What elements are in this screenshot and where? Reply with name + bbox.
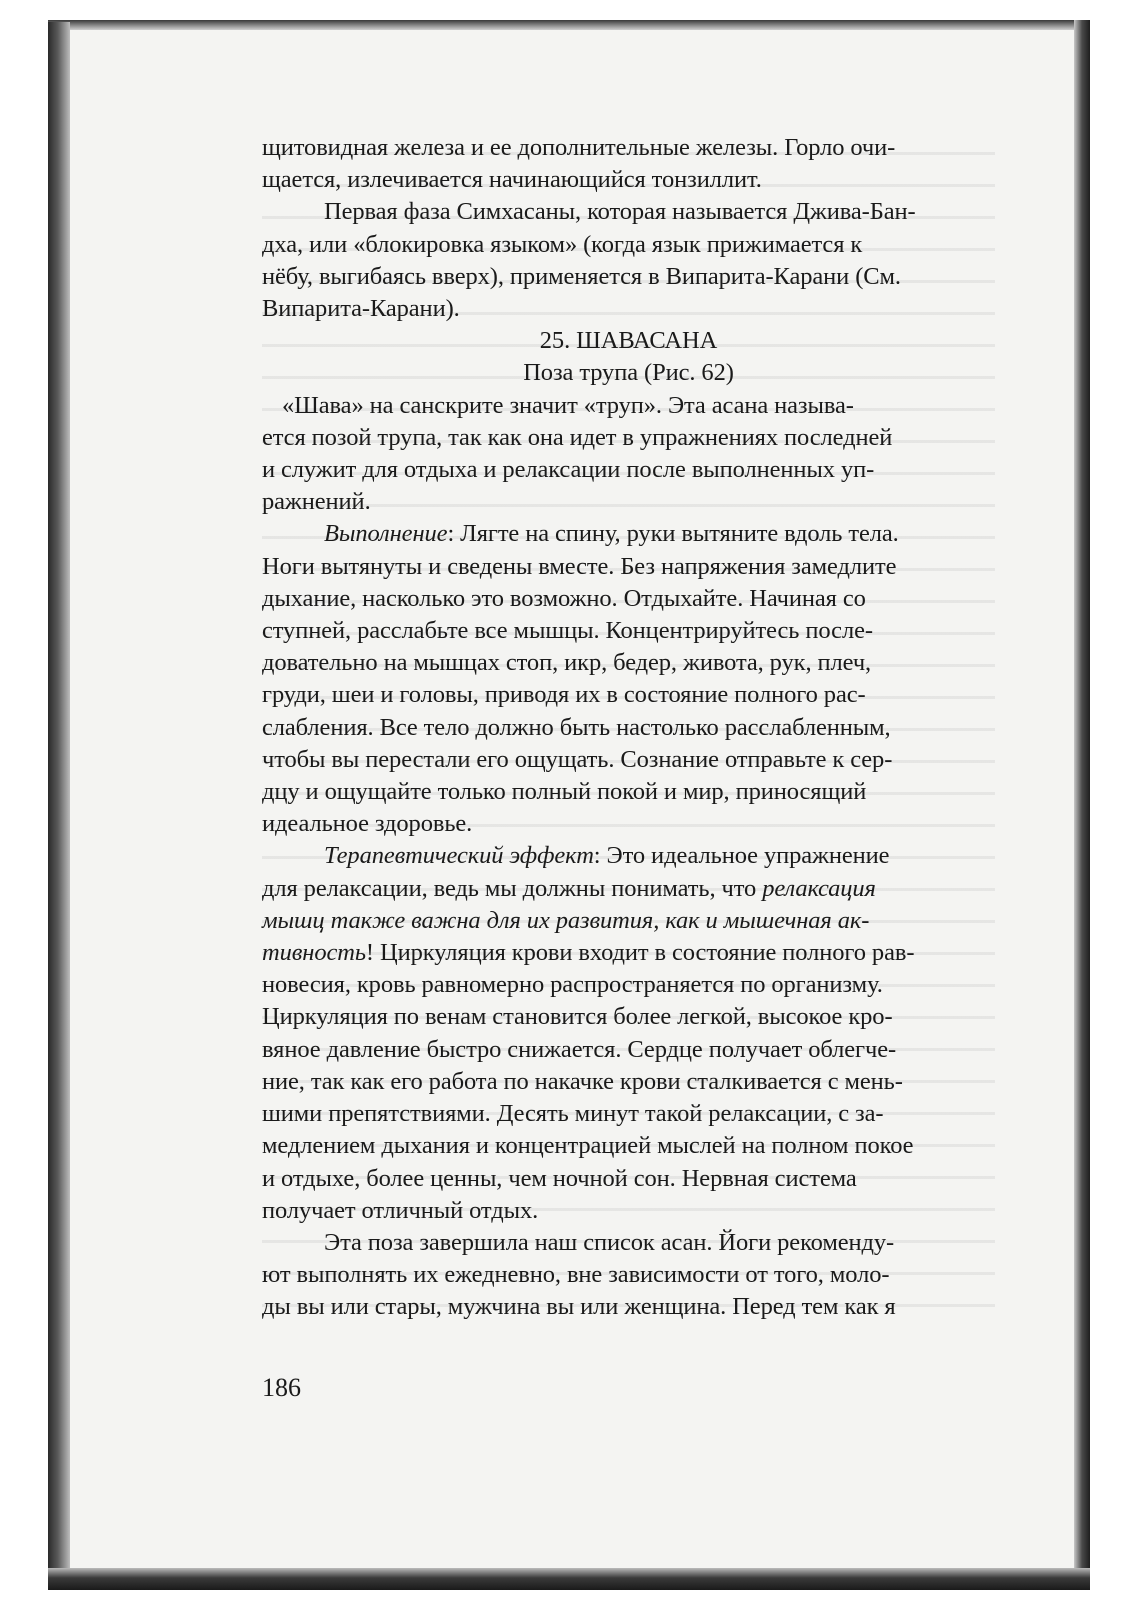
effect-first-line: : Это идеальное упражнение (593, 842, 890, 870)
text-line (262, 937, 995, 969)
text-line: новесия, кровь равномерно распространяется по организму. (262, 971, 883, 999)
text-line: груди, шеи и головы, приводя их в состояние полного рас- (262, 681, 866, 709)
text-line: ды вы или стары, мужчина вы или женщина. Перед тем как я (262, 1293, 896, 1321)
execution-first-line: : Лягте на спину, руки вытяните вдоль тела. (447, 520, 899, 548)
text-line: ние, так как его работа по накачке крови сталкивается с мень- (262, 1067, 903, 1095)
text-line: Циркуляция по венам становится более легкой, высокое кро- (262, 1003, 893, 1031)
page-number: 186 (262, 1373, 301, 1402)
effect-paragraph (262, 840, 995, 1226)
scan-edge-top (48, 20, 1088, 30)
text-line: Первая фаза Симхасаны, которая называется Джива-Бан- (324, 198, 916, 226)
text-line: дыхание, насколько это возможно. Отдыхайте. Начиная со (262, 584, 866, 612)
paragraph-2 (262, 196, 995, 325)
text-line: щается, излечивается начинающийся тонзиллит. (262, 166, 762, 194)
scan-edge-bottom (48, 1568, 1090, 1590)
paragraph-3 (262, 390, 995, 519)
text-line: вяное давление быстро снижается. Сердце получает облегче- (262, 1035, 897, 1063)
text-line: довательно на мышцах стоп, икр, бедер, живота, рук, плеч, (262, 649, 872, 677)
text-line: чтобы вы перестали его ощущать. Сознание отправьте к сер- (262, 745, 893, 773)
text-line: и отдыхе, более ценны, чем ночной сон. Нервная система (262, 1164, 857, 1192)
page-text (262, 132, 995, 1324)
paragraph-1 (262, 132, 995, 196)
effect-line-2-plain: для релаксации, ведь мы должны понимать, что (262, 874, 763, 902)
text-line: слабления. Все тело должно быть настолько расслабленным, (262, 713, 891, 741)
section-subtitle: Поза трупа (Рис. 62) (523, 359, 734, 387)
text-line (262, 840, 995, 872)
paragraph-final (262, 1227, 995, 1324)
effect-line-4-italic: тивность (262, 939, 366, 967)
text-line: идеальное здоровье. (262, 810, 473, 838)
effect-line-4-plain: ! Циркуляция крови входит в состояние полного рав- (365, 939, 915, 967)
section-title: 25. ШАВАСАНА (539, 327, 718, 355)
text-line: Випарита-Карани). (262, 295, 460, 323)
text-line: Эта поза завершила наш список асан. Йоги рекоменду- (324, 1228, 895, 1256)
text-line: нёбу, выгибаясь вверх), применяется в Випарита-Карани (См. (262, 262, 901, 290)
text-line (262, 518, 995, 550)
text-line: ражнений. (262, 488, 371, 516)
text-line: шими препятствиями. Десять минут такой релаксации, с за- (262, 1100, 884, 1128)
text-line: щитовидная железа и ее дополнительные железы. Горло очи- (262, 134, 896, 161)
text-line: мышц также важна для их развития, как и мышечная ак- (262, 906, 870, 934)
text-line: получает отличный отдых. (262, 1196, 539, 1224)
text-line: дцу и ощущайте только полный покой и мир, приносящий (262, 778, 867, 806)
text-line: ют выполнять их ежедневно, вне зависимости от того, моло- (262, 1261, 890, 1289)
text-line: дха, или «блокировка языком» (когда язык прижимается к (262, 230, 863, 258)
scan-edge-right (1074, 20, 1090, 1582)
execution-label: Выполнение (324, 520, 448, 548)
text-line: ступней, расслабьте все мышцы. Концентрируйтесь после- (262, 617, 873, 645)
text-line: и служит для отдыха и релаксации после выполненных уп- (262, 456, 875, 484)
text-line: «Шава» на санскрите значит «труп». Эта асана называ- (282, 391, 854, 419)
scan-edge-left (48, 22, 70, 1582)
effect-label: Терапевтический эффект (324, 842, 594, 870)
text-line: ется позой трупа, так как она идет в упражнениях последней (262, 423, 893, 451)
execution-paragraph (262, 518, 995, 840)
text-line: Ноги вытянуты и сведены вместе. Без напряжения замедлите (262, 552, 897, 580)
text-line (262, 873, 995, 905)
text-line: медлением дыхания и концентрацией мыслей на полном покое (262, 1132, 914, 1160)
effect-line-2-italic: релаксация (762, 874, 876, 902)
